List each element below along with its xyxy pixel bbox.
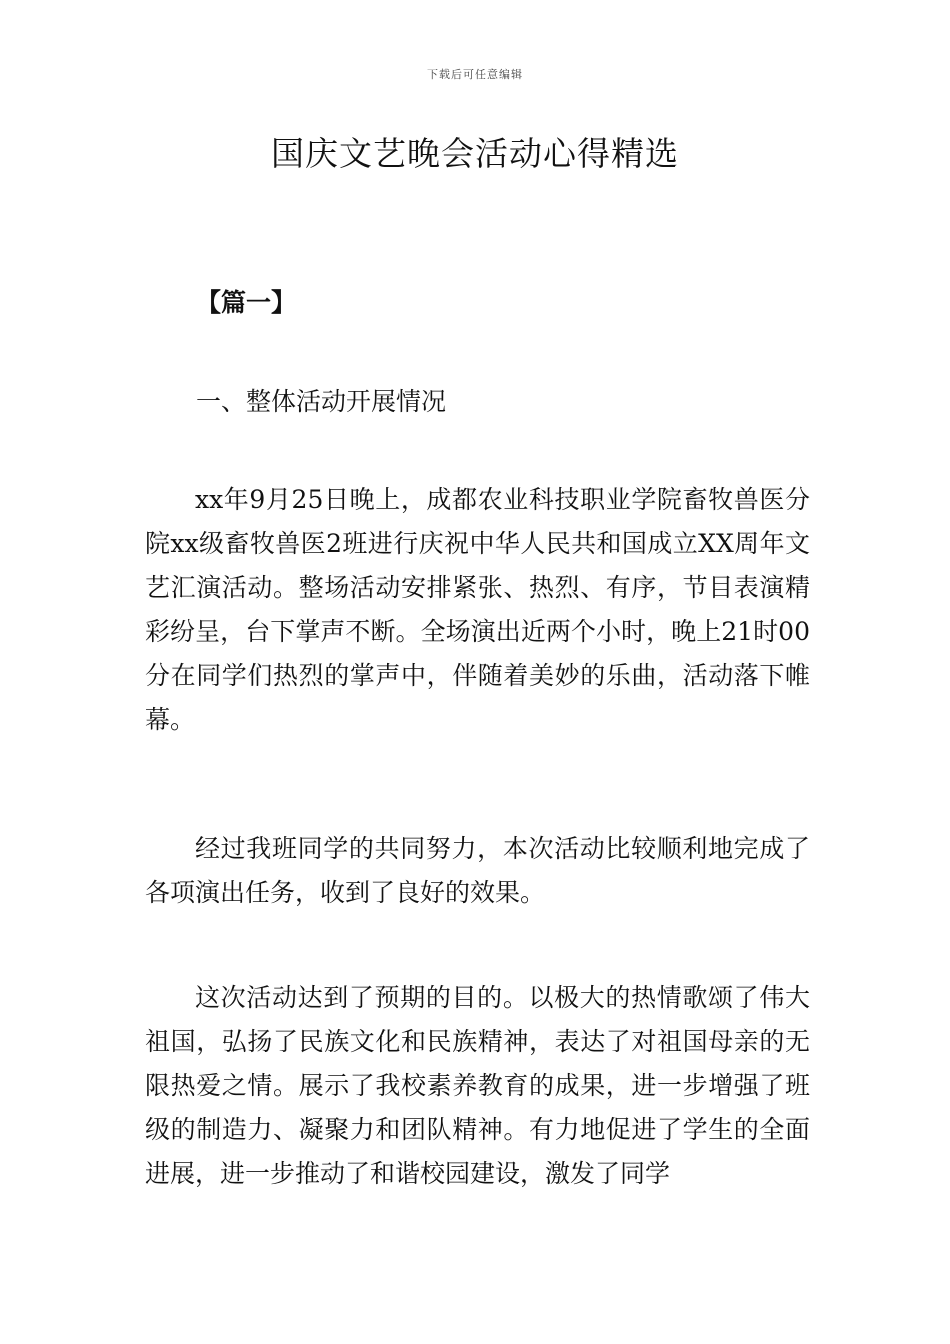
paragraph-1: xx年9月25日晚上，成都农业科技职业学院畜牧兽医分院xx级畜牧兽医2班进行庆祝中华人民共和国成立XX周年文艺汇演活动。整场活动安排紧张、热烈、有序，节目表演精彩纷呈，台下掌声不断。全场演出近两个小时，晚上21时00分在同学们热烈的掌声中，伴随着美妙的乐曲，活动落下帷幕。 — [145, 485, 810, 734]
paragraph-3: 这次活动达到了预期的目的。以极大的热情歌颂了伟大祖国，弘扬了民族文化和民族精神，表达了对祖国母亲的无限热爱之情。展示了我校素养教育的成果，进一步增强了班级的制造力、凝聚力和团队精神。有力地促进了学生的全面进展，进一步推动了和谐校园建设，激发了同学 — [145, 983, 810, 1188]
section-tag: 【篇一】 — [196, 288, 297, 317]
document-title: 国庆文艺晚会活动心得精选 — [271, 134, 679, 173]
header-note: 下载后可任意编辑 — [427, 68, 523, 81]
paragraph-2: 经过我班同学的共同努力，本次活动比较顺利地完成了各项演出任务，收到了良好的效果。 — [145, 834, 810, 907]
section-heading: 一、整体活动开展情况 — [196, 387, 447, 416]
